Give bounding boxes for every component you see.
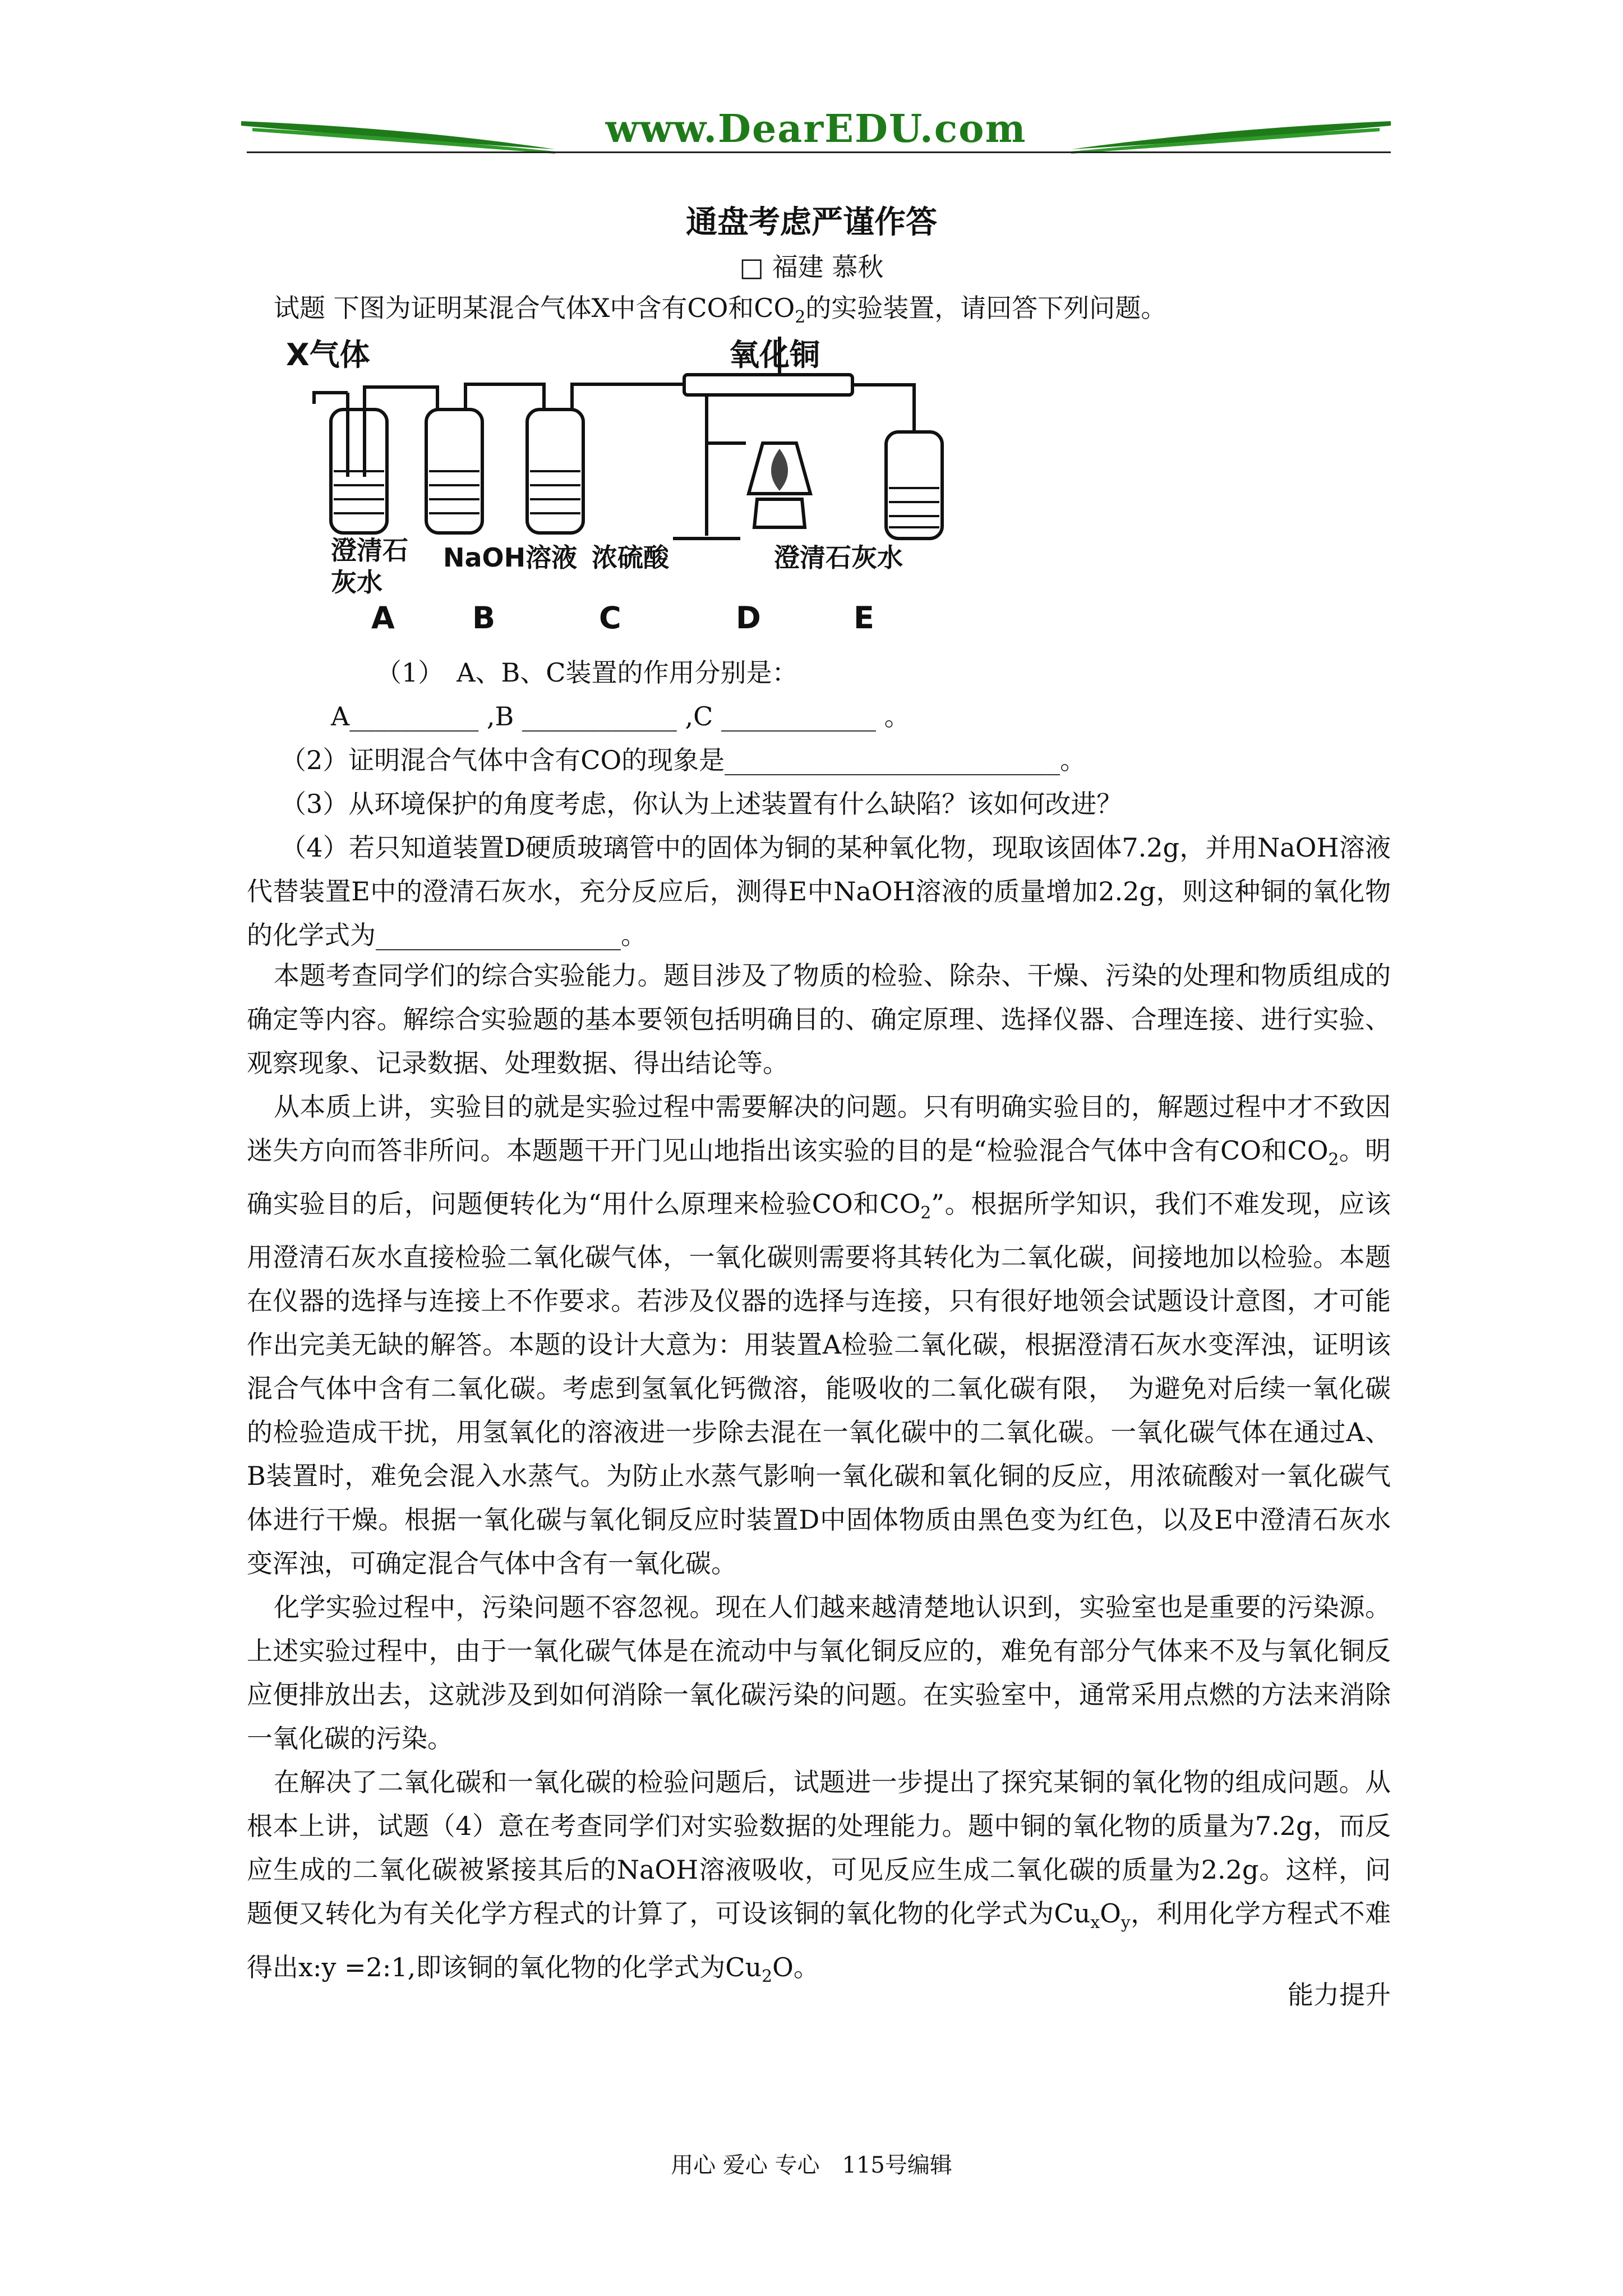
apparatus-figure [280,331,965,656]
analysis-paragraph-2 [247,1085,1391,1585]
header-rule [247,151,1391,153]
question-2: （2）证明混合气体中含有CO的现象是__________________________。 [280,745,1086,775]
intro-text: 试题 下图为证明某混合气体X中含有CO和CO [274,293,795,323]
bottle-c-label: 浓硫酸 [592,542,669,573]
p4-text-a: 在解决了二氧化碳和一氧化碳的检验问题后，试题进一步提出了探究某铜的氧化物的组成问题。从根本上讲，试题（4）意在考查同学们对实验数据的处理能力。题中铜的氧化物的质量为7.2g，而反应生成的二氧化碳被紧接其后的NaOH溶液吸收，可见反应生成二氧化碳的质量为2.2g。这样，问题便又转化为有关化学方程式的计算了，可设该铜的氧化物的化学式为Cu [247,1767,1391,1929]
p4-text-o: O [1100,1898,1121,1929]
bottle-a-label-2: 灰水 [331,567,382,597]
header-banner [241,105,1391,162]
site-url[interactable]: www.DearEDU.com [605,107,1027,151]
label-b: B [472,600,496,636]
analysis-paragraph-4 [247,1760,1391,1998]
article-title: 通盘考虑严谨作答 [686,204,937,241]
subscript: 2 [795,307,806,328]
article-author: □ 福建 慕秋 [739,252,884,282]
analysis-paragraph-3: 化学实验过程中，污染问题不容忽视。现在人们越来越清楚地认识到，实验室也是重要的污染源。上述实验过程中，由于一氧化碳气体是在流动中与氧化铜反应的，难免有部分气体来不及与氧化铜反应便排放出去，这就涉及到如何消除一氧化碳污染的问题。在实验室中，通常采用点燃的方法来消除一氧化碳的污染。 [247,1592,1391,1754]
p2-text-a: 从本质上讲，实验目的就是实验过程中需要解决的问题。只有明确实验目的，解题过程中才不致因迷失方向而答非所问。本题题干开门见山地指出该实验的目的是“检验混合气体中含有CO和CO [247,1092,1391,1166]
copper-oxide-label: 氧化铜 [729,337,820,372]
subscript: y [1121,1913,1131,1933]
subscript: 2 [762,1966,773,1986]
p2-text-c: ”。根据所学知识，我们不难发现，应该用澄清石灰水直接检验二氧化碳气体，一氧化碳则需要将其转化为二氧化碳，间接地加以检验。本题在仪器的选择与连接上不作要求。若涉及仪器的选择与连接，只有很好地领会试题设计意图，才可能作出完美无缺的解答。本题的设计大意为：用装置A检验二氧化碳，根据澄清石灰水变浑浊，证明该混合气体中含有二氧化碳。考虑到氢氧化钙微溶，能吸收的二氧化碳有限， 为避免对后续一氧化碳的检验造成干扰，用氢氧化的溶液进一步除去混在一氧化碳中的二氧化碳。一氧化碳气体在通过A、B装置时，难免会混入水蒸气。为防止水蒸气影响一氧化碳和氧化铜的反应，用浓硫酸对一氧化碳气体进行干燥。根据一氧化碳与氧化铜反应时装置D中固体物质由黑色变为红色，以及E中澄清石灰水变浑浊，可确定混合气体中含有一氧化碳。 [247,1189,1391,1579]
analysis [247,954,1391,1999]
analysis-paragraph-1: 本题考查同学们的综合实验能力。题目涉及了物质的检验、除杂、干燥、污染的处理和物质组成的确定等内容。解综合实验题的基本要领包括明确目的、确定原理、选择仪器、合理连接、进行实验、观察现象、记录数据、处理数据、得出结论等。 [247,960,1391,1078]
p4-text-b: ，利用化学方程式不难得出x:y =2:1,即该铜的氧化物的化学式为Cu [247,1898,1391,1982]
bottle-e-label: 澄清石灰水 [774,542,903,573]
label-c: C [599,600,621,636]
p2-text-b: 。明确实验目的后，问题便转化为“用什么原理来检验CO和CO [247,1135,1391,1220]
page-footer: 用心 爱心 专心 115号编辑 [671,2152,952,2178]
subscript: 2 [920,1203,932,1223]
question-1-blanks: A__________ ,B ____________ ,C ____________ 。 [331,701,910,731]
question-3: （3）从环境保护的角度考虑，你认为上述装置有什么缺陷？该如何改进？ [280,789,1123,819]
gas-label: X气体 [286,337,370,372]
questions [247,651,1391,957]
question-4: （4）若只知道装置D硬质玻璃管中的固体为铜的某种氧化物，现取该固体7.2g，并用NaOH溶液代替装置E中的澄清石灰水，充分反应后，测得E中NaOH溶液的质量增加2.2g，则这种铜的氧化物的化学式为___________________。 [247,832,1391,950]
label-e: E [854,600,874,636]
section-heading-ability: 能力提升 [1288,1980,1391,2010]
subscript: 2 [1328,1150,1339,1170]
question-1: （1） A、B、C装置的作用分别是： [376,657,798,688]
label-d: D [736,600,761,636]
label-a: A [371,600,395,636]
bottle-b-label: NaOH溶液 [443,542,578,573]
p4-text-c: O。 [772,1952,819,1982]
subscript: x [1090,1913,1100,1933]
bottle-a-label: 澄清石 [331,535,408,565]
intro-text-end: 的实验装置，请回答下列问题。 [805,293,1167,323]
